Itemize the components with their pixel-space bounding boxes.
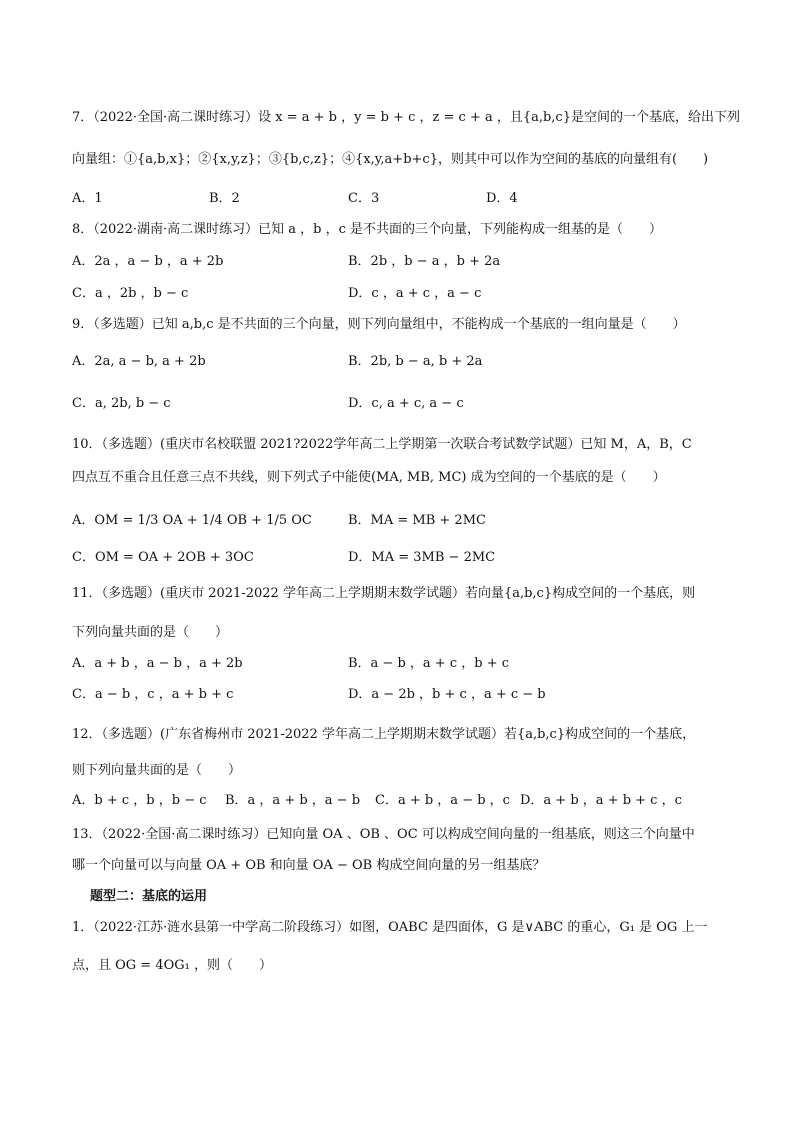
question-9-option-a: A．2a, a − b, a + 2b (72, 354, 206, 369)
question-12-option-a: A．b + c ，b ，b − c (72, 793, 207, 808)
question-13-line-2: 哪一个向量可以与向量 OA + OB 和向量 OA − OB 构成空间向量的另一组基底？ (72, 858, 546, 873)
question-7-line-2: 向量组：①{a,b,x}；②{x,y,z}；③{b,c,z}；④{x,y,a+b+c}，则其中可以作为空间的基底的向量组有( ) (72, 152, 709, 167)
question-12-option-b: B．a ，a + b ，a − b (225, 793, 361, 808)
question-7-option-a: A．1 (72, 191, 103, 206)
question-11-option-c: C．a − b ，c ，a + b + c (72, 687, 234, 702)
question-11-option-b: B．a − b ，a + c ，b + c (348, 656, 509, 671)
question-8-option-b: B．2b ，b − a ，b + 2a (348, 254, 501, 269)
question-11-option-d: D．a − 2b ，b + c ，a + c − b (348, 687, 546, 702)
section-2-question-1-line-2: 点，且 OG = 4OG₁ ，则（ ） (72, 958, 272, 973)
question-8-option-d: D．c ，a + c ，a − c (348, 286, 482, 301)
question-11-options-row-1 (72, 655, 732, 673)
question-7-option-d: D．4 (486, 191, 518, 206)
question-12-option-c: C．a + b ，a − b ，c (375, 793, 510, 808)
question-9-options-row-1 (72, 353, 732, 371)
question-10-line-2: 四点互不重合且任意三点不共线，则下列式子中能使(MA, MB, MC) 成为空间的一个基底的是（ ） (72, 470, 666, 485)
question-10-option-d: D．MA = 3MB − 2MC (348, 550, 496, 565)
question-8-line-1: 8．（2022·湖南·高二课时练习）已知 a ，b ，c 是不共面的三个向量，下列能构成一组基的是（ ） (72, 222, 663, 237)
question-10-options-row-1 (72, 512, 732, 530)
section-2-question-1-line-1: 1．（2022·江苏·涟水县第一中学高二阶段练习）如图，OABC 是四面体，G 是∨ABC 的重心，G₁ 是 OG 上一 (72, 920, 708, 935)
question-11-options-row-2 (72, 686, 732, 704)
question-9-option-c: C．a, 2b, b − c (72, 396, 171, 411)
question-10-option-b: B．MA = MB + 2MC (348, 513, 486, 528)
question-10-line-1: 10．（多选题）(重庆市名校联盟 2021?2022学年高二上学期第一次联合考试数学试题）已知 M，A，B，C (72, 437, 692, 452)
question-9-option-b: B．2b, b − a, b + 2a (348, 354, 483, 369)
question-8-option-c: C．a ，2b ，b − c (72, 286, 189, 301)
question-7-option-c: C．3 (348, 191, 380, 206)
question-11-line-2: 下列向量共面的是（ ） (72, 625, 229, 640)
question-9-option-d: D．c, a + c, a − c (348, 396, 464, 411)
question-7-options (72, 190, 732, 208)
question-12-options (72, 792, 732, 810)
question-7-option-b: B．2 (209, 191, 240, 206)
question-7-line-1: 7．（2022·全国·高二课时练习）设 x = a + b ，y = b + c ，z = c + a ，且{a,b,c}是空间的一个基底，给出下列 (72, 110, 740, 125)
question-8-options-row-1 (72, 253, 732, 271)
question-12-option-d: D．a + b ，a + b + c ，c (520, 793, 682, 808)
question-10-option-c: C．OM = OA + 2OB + 3OC (72, 550, 254, 565)
question-8-options-row-2 (72, 285, 732, 303)
question-13-line-1: 13．（2022·全国·高二课时练习）已知向量 OA 、OB 、OC 可以构成空间向量的一组基底，则这三个向量中 (72, 827, 695, 842)
question-11-line-1: 11．（多选题）(重庆市 2021-2022 学年高二上学期期末数学试题）若向量{a,b,c}构成空间的一个基底，则 (72, 586, 696, 601)
question-12-line-2: 则下列向量共面的是（ ） (72, 763, 242, 778)
question-11-option-a: A．a + b ，a − b ，a + 2b (72, 656, 243, 671)
question-10-options-row-2 (72, 549, 732, 567)
question-12-line-1: 12．（多选题）(广东省梅州市 2021-2022 学年高二上学期期末数学试题）若{a,b,c}构成空间的一个基底， (72, 727, 696, 742)
question-8-option-a: A．2a ，a − b ，a + 2b (72, 254, 224, 269)
section-heading: 题型二：基底的运用 (90, 889, 208, 904)
question-10-option-a: A．OM = 1/3 OA + 1/4 OB + 1/5 OC (72, 513, 312, 528)
question-9-line-1: 9．（多选题）已知 a,b,c 是不共面的三个向量，则下列向量组中，不能构成一个基底的一组向量是（ ） (72, 317, 686, 332)
question-9-options-row-2 (72, 395, 732, 413)
